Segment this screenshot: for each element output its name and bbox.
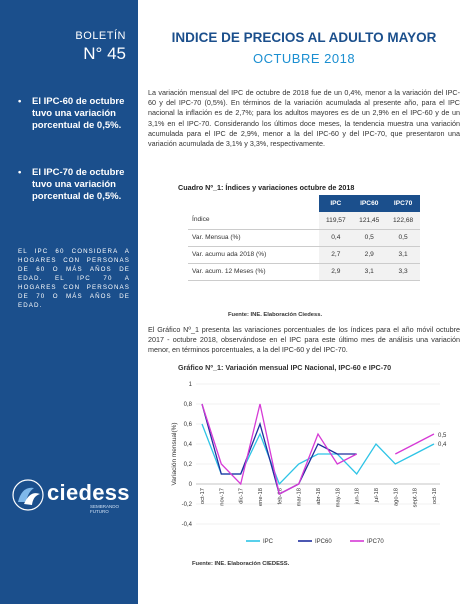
table-row (188, 263, 420, 280)
page-subtitle: OCTUBRE 2018 (252, 51, 356, 66)
intro-paragraph: La variación mensual del IPC de octubre de 2018 fue de un 0,4%, menor a la variación del IPC-60 y del IPC-70 (0,5%). En términos de la variación acumulada al presente año, para el IPC nacional la inflación es de 2,7%; para los adultos mayores es de un 2,9% en el IPC-60 y de un 3,1% en el IPC-70. Considerando los últimos doce meses, la tendencia muestra una variación acumulada para el IPC de 2,9%, menor a la del IPC-60 y del IPC-70, que presentaron una variación acumulada de 3,1% y 3,3%, respectivamente. (148, 88, 460, 149)
x-tick-label: sept-18 (412, 488, 419, 508)
y-tick-label: 0,6 (183, 422, 192, 428)
table-row (188, 229, 420, 246)
y-tick-label: -0,2 (181, 502, 192, 508)
table-cell: 3,1 (386, 246, 420, 263)
legend-label: IPC70 (367, 539, 384, 545)
y-tick-label: 0 (188, 482, 192, 488)
bulletin-label: BOLETÍN (75, 30, 126, 42)
table-header: IPC70 (386, 195, 420, 212)
highlight-text: El IPC-70 de octubre tuvo una variación porcentual de 0,5%. (32, 167, 125, 202)
bullet-icon: • (18, 96, 22, 107)
table-title: Cuadro Nº_1: Índices y variaciones octubre de 2018 (178, 183, 355, 192)
table-cell: 2,9 (352, 246, 386, 263)
end-data-label: 0,4 (438, 442, 447, 448)
y-tick-label: 0,8 (183, 402, 192, 408)
x-tick-label: oct-17 (200, 488, 206, 505)
table-header: IPC60 (352, 195, 386, 212)
y-tick-label: -0,4 (181, 522, 192, 528)
row-label: Var. acumu ada 2018 (%) (188, 246, 319, 263)
x-tick-label: ago-18 (393, 488, 400, 507)
series-line-ipc60 (202, 404, 357, 494)
chart-paragraph: El Gráfico Nº_1 presenta las variaciones porcentuales de los índices para el año móvil octubre 2017 - octubre 2018, observándose en el IPC para este último mes de análisis una variación menor, en términos porcentuales, a la del IPC-60 y del IPC-70. (148, 325, 460, 355)
index-definition-note: EL IPC 60 CONSIDERA A HOGARES CON PERSONAS DE 60 O MÁS AÑOS DE EDAD. EL IPC 70 A HOGARES CON PERSONAS DE 70 O MÁS AÑOS DE EDAD. (18, 248, 130, 309)
table-cell: 0,5 (352, 229, 386, 246)
chart-source: Fuente: INE. Elaboración CIEDESS. (192, 561, 290, 567)
y-tick-label: 1 (188, 382, 192, 388)
table-header (188, 195, 319, 212)
table-cell: 121,45 (352, 212, 386, 229)
bulletin-number: N° 45 (83, 44, 126, 63)
legend-label: IPC (263, 539, 274, 545)
page-title: INDICE DE PRECIOS AL ADULTO MAYOR (171, 30, 437, 45)
table-row (188, 246, 420, 263)
end-data-label: 0,5 (438, 433, 447, 439)
table-cell: 0,5 (386, 229, 420, 246)
x-tick-label: ene-18 (258, 488, 264, 507)
bullet-icon: • (18, 167, 22, 178)
line-chart (138, 374, 470, 554)
x-tick-label: nov-17 (219, 488, 226, 506)
logo-tagline: SEMBRANDO FUTURO (90, 504, 120, 514)
logo-name: ciedess (47, 480, 130, 505)
sidebar (0, 0, 138, 604)
x-tick-label: jun-18 (354, 488, 361, 505)
table-cell: 119,57 (319, 212, 352, 229)
y-axis-label: Variación mensual(%) (171, 422, 178, 486)
highlight-item (18, 96, 130, 132)
index-table (188, 195, 420, 281)
row-label: Var. acum. 12 Meses (%) (188, 263, 319, 280)
highlight-item (18, 167, 130, 203)
highlight-text: El IPC-60 de octubre tuvo una variación porcentual de 0,5%. (32, 96, 125, 131)
x-tick-label: dic-17 (238, 488, 245, 504)
table-cell: 2,7 (319, 246, 352, 263)
x-tick-label: jul-18 (374, 488, 380, 503)
x-tick-label: may-18 (335, 488, 342, 508)
table-cell: 122,68 (386, 212, 420, 229)
legend-label: IPC60 (315, 539, 332, 545)
row-label: Var. Mensua (%) (188, 229, 319, 246)
x-tick-label: oct-18 (432, 488, 438, 505)
chart-title: Gráfico Nº_1: Variación mensual IPC Nacional, IPC-60 e IPC-70 (178, 363, 392, 372)
table-cell: 3,3 (386, 263, 420, 280)
table-cell: 0,4 (319, 229, 352, 246)
x-tick-label: abr-18 (316, 488, 322, 505)
row-label: Índice (188, 212, 319, 229)
y-tick-label: 0,2 (183, 462, 192, 468)
table-source: Fuente: INE. Elaboración Ciedess. (228, 312, 323, 318)
y-tick-label: 0,4 (183, 442, 192, 448)
table-header: IPC (319, 195, 352, 212)
table-cell: 3,1 (352, 263, 386, 280)
table-row (188, 212, 420, 229)
x-tick-label: mar-18 (296, 488, 303, 507)
x-tick-label: feb-18 (277, 488, 284, 505)
highlights (18, 96, 130, 238)
table-cell: 2,9 (319, 263, 352, 280)
series-line-ipc70 (202, 404, 434, 494)
